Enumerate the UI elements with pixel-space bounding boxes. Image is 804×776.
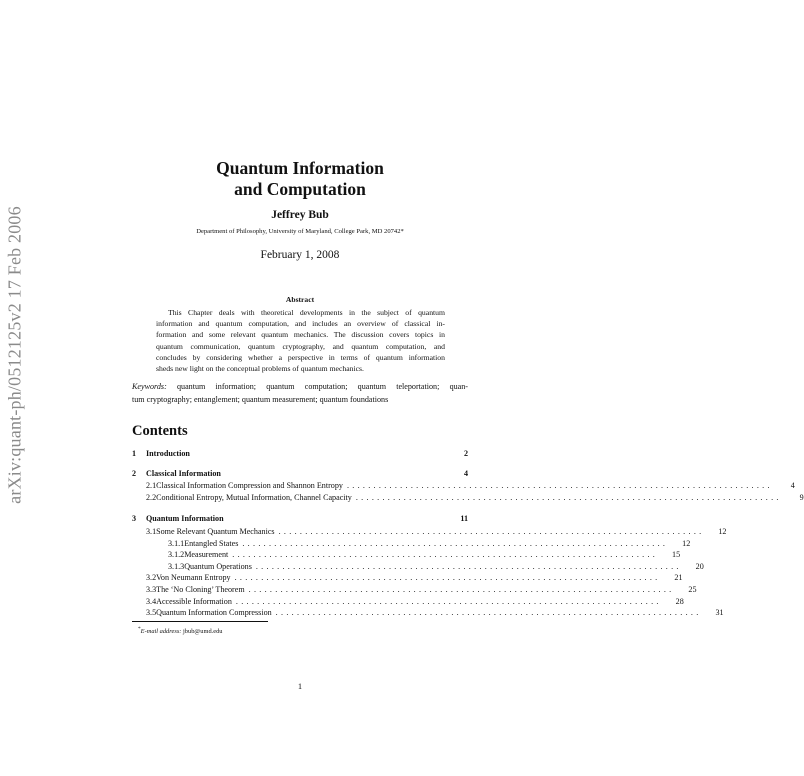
toc-entry-page: 31 bbox=[715, 608, 724, 617]
toc-dot-leader: ................................................................................ bbox=[235, 597, 662, 606]
toc-entry-number: 1 bbox=[132, 449, 137, 458]
toc-entry-number: 2.1 bbox=[146, 481, 157, 490]
toc-dot-leader: ................................................................................ bbox=[275, 608, 702, 617]
abstract-heading: Abstract bbox=[285, 295, 315, 304]
toc-dot-leader: ................................................................................ bbox=[278, 527, 705, 536]
toc-entry-page: 21 bbox=[674, 573, 683, 582]
toc-entry[interactable] bbox=[132, 550, 681, 562]
keywords-label: Keywords: bbox=[132, 382, 167, 391]
toc-entry-number: 3.1.2 bbox=[168, 550, 185, 559]
toc-entry-page: 12 bbox=[718, 527, 727, 536]
toc-dot-leader: ................................................................................ bbox=[232, 550, 659, 559]
footnote-text: jbub@umd.edu bbox=[181, 628, 223, 636]
toc-entry-title: Quantum Information bbox=[146, 514, 224, 523]
toc-dot-leader: ................................................................................ bbox=[242, 539, 669, 548]
toc-entry-page: 4 bbox=[790, 481, 795, 490]
toc-entry-title: Entangled States bbox=[184, 539, 239, 548]
keywords-text: tum cryptography; entanglement; quantum measurement; quantum foundations bbox=[132, 394, 389, 404]
toc-entry[interactable] bbox=[132, 573, 683, 585]
toc-dot-leader: ................................................................................ bbox=[346, 481, 773, 490]
toc-dot-leader: ................................................................................ bbox=[248, 585, 675, 594]
toc-entry-title: Classical Information bbox=[146, 469, 221, 478]
toc-entry-number: 2 bbox=[132, 469, 137, 478]
toc-entry-number: 3.1.3 bbox=[168, 562, 185, 571]
toc-entry-title: Von Neumann Entropy bbox=[156, 573, 231, 582]
toc-entry[interactable] bbox=[132, 493, 804, 505]
keywords bbox=[132, 381, 468, 406]
toc-entry-title: Introduction bbox=[146, 449, 190, 458]
toc-entry[interactable] bbox=[132, 527, 727, 539]
toc-entry-title: The ‘No Cloning’ Theorem bbox=[156, 585, 245, 594]
toc-entry-page: 20 bbox=[695, 562, 704, 571]
toc-entry[interactable] bbox=[132, 514, 468, 526]
footnote-label: E-mail address: bbox=[140, 628, 182, 636]
abstract-line: sheds new light on the conceptual problems of quantum mechanics. bbox=[156, 364, 364, 374]
toc-entry-number: 3.2 bbox=[146, 573, 157, 582]
toc-entry-page: 4 bbox=[463, 469, 468, 478]
footnote-rule bbox=[132, 621, 268, 622]
toc-entry-title: Quantum Operations bbox=[184, 562, 252, 571]
title-line: Quantum Information bbox=[216, 158, 384, 178]
abstract-line: information and quantum computation, and includes an overview of classical in- bbox=[156, 319, 445, 329]
paper-title bbox=[0, 158, 600, 200]
abstract-line: quantum communication, quantum cryptography, and quantum computation, and bbox=[156, 341, 445, 351]
toc-dot-leader: ................................................................................ bbox=[234, 573, 661, 582]
affiliation: Department of Philosophy, University of Maryland, College Park, MD 20742* bbox=[196, 228, 404, 235]
toc-entry-title: Classical Information Compression and Shannon Entropy bbox=[156, 481, 343, 490]
toc-entry-title: Some Relevant Quantum Mechanics bbox=[156, 527, 275, 536]
toc-entry[interactable] bbox=[132, 481, 795, 493]
toc-entry-title: Conditional Entropy, Mutual Information, Channel Capacity bbox=[156, 493, 352, 502]
toc-entry-number: 3.1.1 bbox=[168, 539, 185, 548]
toc-entry[interactable] bbox=[132, 449, 468, 461]
title-line: and Computation bbox=[234, 179, 366, 199]
author: Jeffrey Bub bbox=[271, 209, 329, 221]
toc-entry-number: 3.4 bbox=[146, 597, 157, 606]
toc-entry-title: Accessible Information bbox=[156, 597, 232, 606]
toc-entry-page: 9 bbox=[799, 493, 804, 502]
page-number: 1 bbox=[297, 681, 303, 691]
toc-entry-page: 15 bbox=[672, 550, 681, 559]
date: February 1, 2008 bbox=[260, 249, 340, 261]
toc-entry-page: 2 bbox=[463, 449, 468, 458]
toc-entry-page: 25 bbox=[688, 585, 697, 594]
contents-heading: Contents bbox=[132, 423, 188, 439]
toc-entry[interactable] bbox=[132, 608, 724, 620]
toc-entry-number: 3.5 bbox=[146, 608, 157, 617]
keywords-text: quantum information; quantum computation; quantum teleportation; quan- bbox=[166, 382, 468, 391]
toc-entry-number: 3 bbox=[132, 514, 137, 523]
toc-entry-title: Measurement bbox=[184, 550, 229, 559]
footnote-mark: * bbox=[138, 626, 141, 632]
toc-entry[interactable] bbox=[132, 585, 697, 597]
toc-entry-page: 11 bbox=[460, 514, 468, 523]
abstract-line: formation and some relevant quantum mechanics. The discussion covers topics in bbox=[156, 330, 445, 340]
toc-entry-title: Quantum Information Compression bbox=[156, 608, 272, 617]
toc-entry-number: 3.3 bbox=[146, 585, 157, 594]
toc-entry-number: 2.2 bbox=[146, 493, 157, 502]
toc-entry[interactable] bbox=[132, 469, 468, 481]
footnote bbox=[138, 626, 222, 635]
toc-dot-leader: ................................................................................ bbox=[255, 562, 682, 571]
toc-entry-page: 12 bbox=[682, 539, 691, 548]
toc-dot-leader: ................................................................................ bbox=[355, 493, 782, 502]
toc-entry-number: 3.1 bbox=[146, 527, 157, 536]
abstract-line: This Chapter deals with theoretical developments in the subject of quantum bbox=[168, 308, 445, 317]
toc-entry-page: 28 bbox=[675, 597, 684, 606]
abstract-body bbox=[156, 307, 445, 374]
arxiv-stamp: arXiv:quant-ph/0512125v2 17 Feb 2006 bbox=[4, 206, 25, 504]
abstract-line: concludes by considering whether a perspective in terms of quantum information bbox=[156, 352, 445, 362]
